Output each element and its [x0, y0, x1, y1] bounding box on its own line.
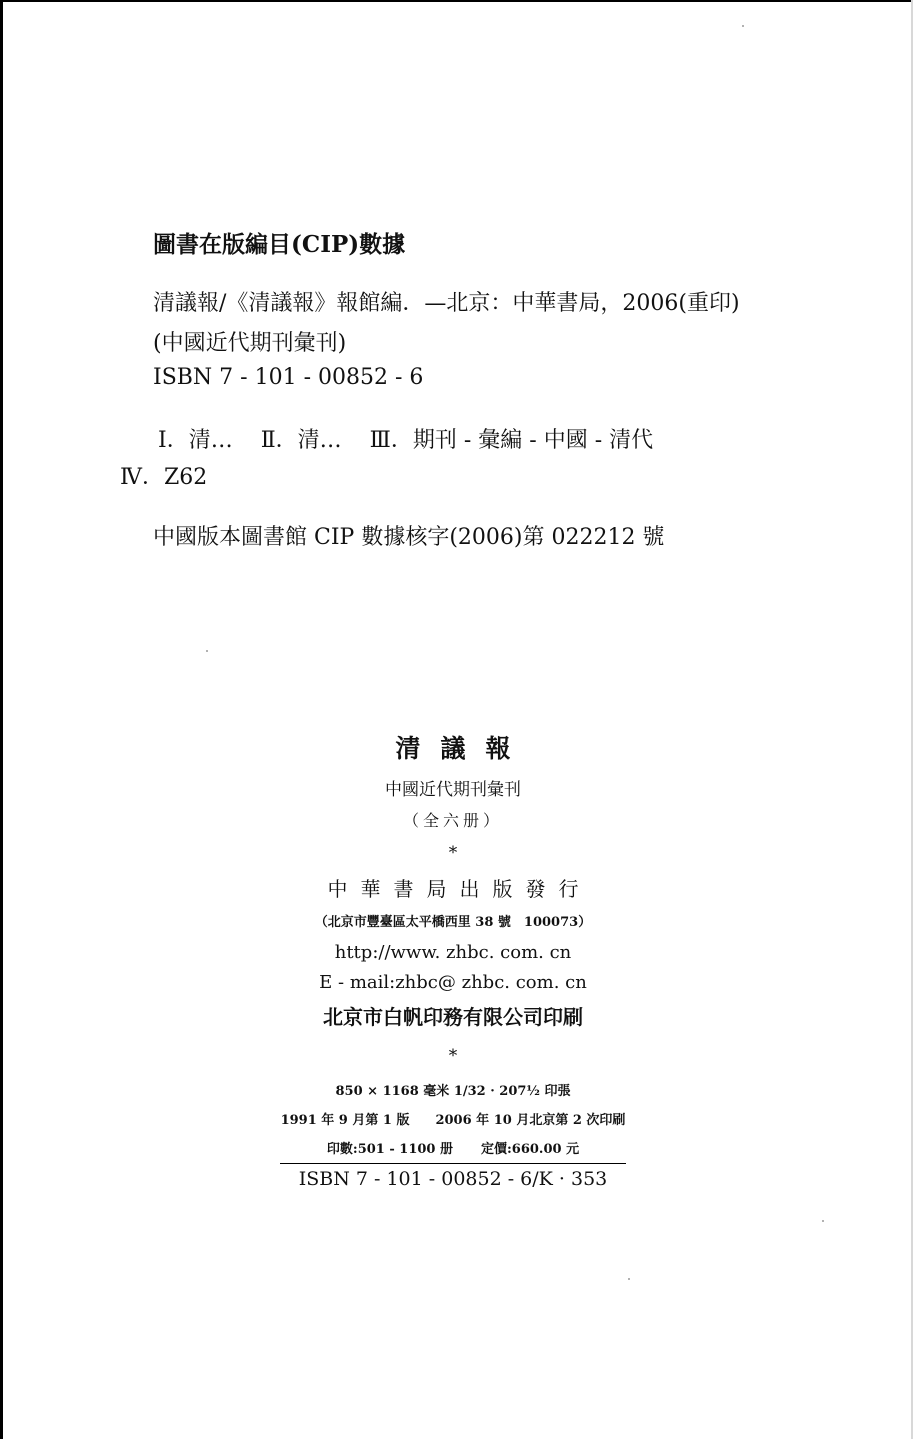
- printer: 北京市白帆印務有限公司印刷: [323, 1005, 583, 1029]
- publisher-email: E - mail:zhbc@ zhbc. com. cn: [319, 972, 587, 993]
- print-run: 印數:501 - 1100 册: [326, 1142, 453, 1157]
- scan-speck: [206, 650, 208, 652]
- classification-item: Ⅲ．期刊 - 彙編 - 中國 - 清代: [369, 428, 654, 453]
- reprint-info: 2006 年 10 月北京第 2 次印刷: [435, 1113, 626, 1128]
- volume-count: （全六册）: [402, 811, 503, 830]
- colophon: [272, 725, 634, 1190]
- print-specs: 850 × 1168 毫米 1/32 · 207½ 印張: [335, 1084, 571, 1099]
- cip-verification-number: 中國版本圖書館 CIP 數據核字(2006)第 022212 號: [153, 525, 665, 550]
- cip-series-statement: (中國近代期刊彙刊): [153, 331, 347, 356]
- scan-left-edge: [0, 0, 3, 1439]
- classification-item: Ⅱ．清…: [260, 428, 342, 453]
- scan-speck: [822, 1220, 824, 1222]
- price: 定價:660.00 元: [481, 1142, 580, 1157]
- cip-heading: 圖書在版編目(CIP)數據: [153, 231, 406, 258]
- publisher: 中華書局出版發行: [327, 877, 592, 901]
- publisher-address: （北京市豐臺區太平橋西里 38 號 100073）: [314, 915, 592, 930]
- cip-classification-continued: Ⅳ．Z62: [120, 465, 208, 490]
- cip-isbn: ISBN 7 - 101 - 00852 - 6: [153, 365, 424, 390]
- cip-title-statement: 清議報/《清議報》報館編．—北京：中華書局，2006(重印): [153, 291, 740, 316]
- series-name: 中國近代期刊彙刊: [385, 780, 521, 800]
- separator-star: *: [448, 1046, 458, 1066]
- scan-speck: [628, 1278, 630, 1280]
- divider-rule: [280, 1163, 626, 1164]
- scan-speck: [742, 25, 744, 27]
- separator-star: *: [448, 843, 458, 863]
- full-isbn: ISBN 7 - 101 - 00852 - 6/K · 353: [298, 1168, 608, 1190]
- cip-classification: [158, 423, 653, 454]
- print-run-price: [272, 1138, 634, 1157]
- edition-info: [272, 1109, 634, 1128]
- publisher-website: http://www. zhbc. com. cn: [334, 942, 572, 963]
- book-title: 清議報: [395, 734, 531, 763]
- first-edition: 1991 年 9 月第 1 版: [280, 1113, 410, 1128]
- scan-top-edge: [0, 0, 913, 2]
- classification-item: Ⅰ．清…: [158, 428, 233, 453]
